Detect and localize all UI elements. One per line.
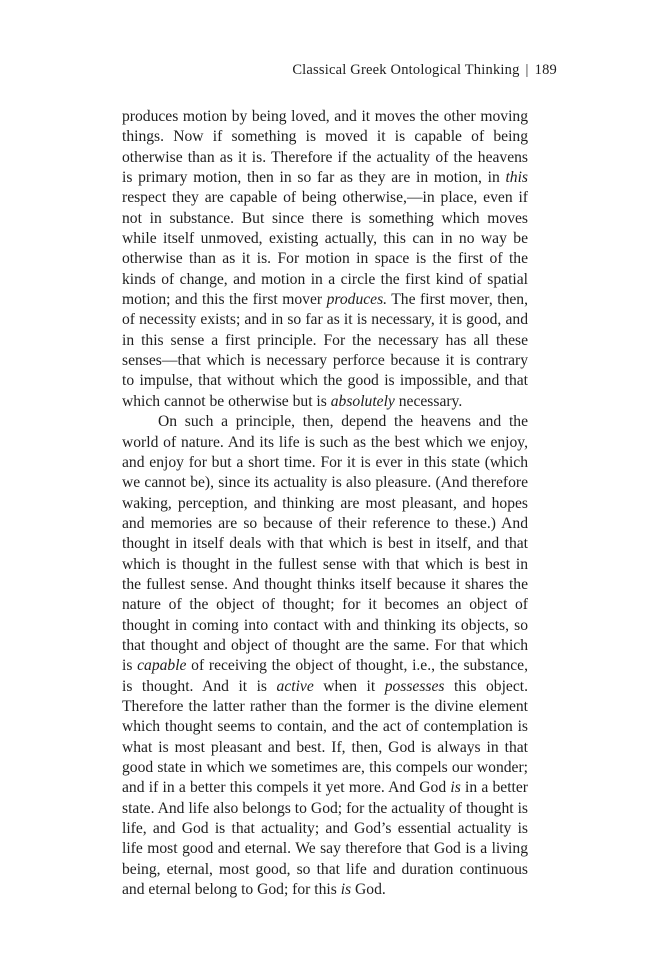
body-text <box>122 107 528 900</box>
italic-run: produces. <box>326 291 388 309</box>
text-run: of receiving the object of thought, i.e., the substance, is thought. And it is <box>122 657 528 695</box>
italic-run: is <box>340 881 352 899</box>
text-run: The first mover, then, of necessity exists; and in so far as it is necessary, it is good, and in this sense a first principle. For the necessary has all these senses—that which is necessary perforce because it is contrary to impulse, that without which the good is impossible, and that which cannot be otherwise but is <box>122 291 528 410</box>
italic-run: capable <box>137 657 187 675</box>
paragraph-2 <box>122 412 528 900</box>
italic-run: active <box>276 677 314 695</box>
running-head <box>292 62 557 79</box>
italic-run: absolutely <box>330 392 395 410</box>
paragraph-1 <box>122 107 528 412</box>
text-run: in a better state. And life also belongs to God; for the actuality of thought is life, and God is that actuality; and God’s essential actuality is life most good and eternal. We say therefore that God is a living being, eternal, most good, so that life and duration continuous and eternal belong to God; for this <box>122 779 529 899</box>
italic-run: this <box>505 169 528 187</box>
text-run: this object. Therefore the latter rather than the former is the divine element which thought seems to contain, and the act of contemplation is what is most pleasant and best. If, then, God is always in that good state in which we sometimes are, this compels our wonder; and if in a better this compels it yet more. And God <box>122 677 528 797</box>
text-run: necessary. <box>394 392 463 410</box>
running-head-title: Classical Greek Ontological Thinking <box>292 62 520 78</box>
page-number: 189 <box>534 62 557 78</box>
running-head-separator: | <box>525 62 529 78</box>
italic-run: possesses <box>384 677 445 695</box>
text-run: produces motion by being loved, and it moves the other moving things. Now if something is moved it is capable of being otherwise than as it is. Therefore if the actuality of the heavens is primary motion, then in so far as they are in motion, in <box>122 108 528 187</box>
text-run: respect they are capable of being otherwise,—in place, even if not in substance. But since there is something which moves while itself unmoved, existing actually, this can in no way be otherwise than as it is. For motion in space is the first of the kinds of change, and motion in a circle the first kind of spatial motion; and this the first mover <box>122 189 528 309</box>
italic-run: is <box>450 779 461 797</box>
text-run: On such a principle, then, depend the heavens and the world of nature. And its life is such as the best which we enjoy, and enjoy for but a short time. For it is ever in this state (which we cannot be), since its actuality is also pleasure. (And therefore waking, perception, and thinking are most pleasant, and hopes and memories are so because of their reference to these.) And thought in itself deals with that which is best in itself, and that which is thought in the fullest sense with that which is best in the fullest sense. And thought thinks itself because it shares the nature of the object of thought; for it becomes an object of thought in coming into contact with and thinking its objects, so that thought and object of thought are the same. For that which is <box>122 413 528 675</box>
text-run: when it <box>313 677 385 695</box>
text-run: God. <box>351 881 386 899</box>
